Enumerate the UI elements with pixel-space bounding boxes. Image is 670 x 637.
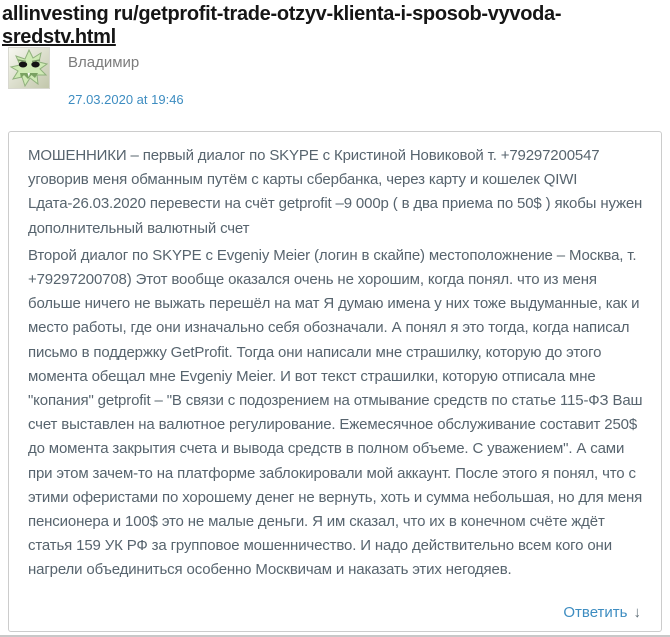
comment-paragraph-2: Второй диалог по SKYPE с Evgeniy Meier (логин в скайпе) местоположнение – Москва, т. +79297200708) Этот вообще оказался очень не хорошим, когда понял. что из меня больше ничего не выжать перешёл на мат Я думаю имена у них тоже выдуманные, как и место работы, где они изначально себя обозначали. А понял я это тогда, когда написал письмо в поддержку GetProfit. Тогда они написали мне страшилку, которую до этого момента обещал мне Evgeniy Meier. И вот текст страшилки, которую отписала мне "копания" getprofit – "В связи с подозрением на отмывание средств по статье 115-ФЗ Ваш счет выставлен на валютное регулирование. Ежемесячное обслуживание составит 250$ до момента закрытия счета и вывода средств в полном объеме. С уважением". А сами при этом зачем-то на платформе заблокировали мой аккаунт. После этого я понял, что с этими оферистами по хорошему денег не вернуть, хоть и сумма небольшая, но для меня пенсионера и 100$ это не малые деньги. Я им сказал, что их в конечном счёте ждёт статья 159 УК РФ за групповое мошенничество. И надо действительно всем кого они нагрели объединиться особенно Москвичам и наказать этих негодяев. <box>28 246 643 579</box>
comment-author: Владимир <box>68 54 140 71</box>
page-title-line1: allinvesting ru/getprofit-trade-otzyv-klienta-i-sposob-vyvoda- <box>2 3 562 25</box>
comment-date-link[interactable]: 27.03.2020 at 19:46 <box>68 92 184 107</box>
comment-text <box>28 144 643 583</box>
reply-button[interactable]: Ответить <box>563 604 628 621</box>
avatar <box>8 47 50 89</box>
comment-paragraph-1: МОШЕННИКИ – первый диалог по SKYPE с Кристиной Новиковой т. +79297200547 уговорив меня обманным путём с карты сбербанка, через карту и кошелек QIWI Lдата-26.03.2020 перевести на счёт getprofit –9 000р ( в два приема по 50$ ) якобы нужен дополнительный валютный счет <box>28 147 643 237</box>
comment-box <box>8 131 662 632</box>
page-title <box>2 3 642 49</box>
down-arrow-icon: ↓ <box>633 604 641 621</box>
monster-avatar-icon <box>9 48 49 88</box>
reply-row <box>563 604 641 621</box>
page-title-link[interactable]: sredstv.html <box>2 26 116 48</box>
